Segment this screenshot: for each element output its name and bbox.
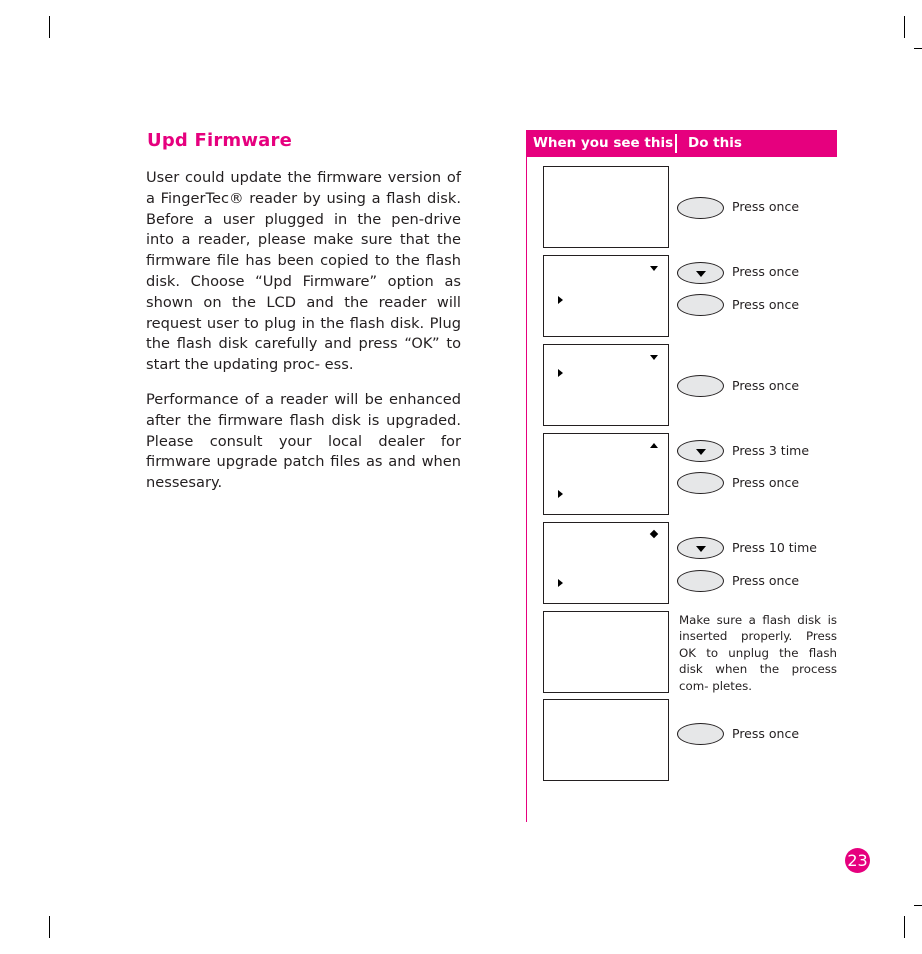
action-label: Press once: [732, 378, 800, 393]
ok-button-icon: [677, 197, 724, 219]
table-left-rule: [526, 157, 527, 822]
body-paragraph-1: User could update the firmware version of a FingerTec® reader by using a flash disk. Before a user plugged in the pen-drive into a reader, please make sure that the firmware file has been copied to the flash disk. Choose “Upd Firmware” option as shown on the LCD and the reader will request user to plug in the flash disk. Plug the flash disk carefully and press “OK” to start the updating proc- ess.: [146, 169, 461, 374]
ok-button-icon: [677, 294, 724, 316]
crop-mark-top-right: [904, 16, 905, 38]
scroll-down-indicator-icon: [650, 266, 658, 271]
crop-mark-bottom-right: [904, 916, 905, 938]
header-separator: [675, 134, 677, 153]
crop-mark-top-right-tick: [914, 48, 922, 49]
action-label: Press once: [732, 199, 800, 214]
lcd-screen-step-5: [543, 522, 669, 604]
scroll-up-down-indicator-icon: [650, 530, 658, 538]
header-col-see: When you see this: [533, 135, 674, 151]
instruction-table-header: [526, 130, 837, 157]
scroll-down-indicator-icon: [650, 355, 658, 360]
action-label: Press 3 time: [732, 443, 810, 458]
cursor-arrow-icon: [558, 490, 563, 498]
ok-button-icon: [677, 375, 724, 397]
scroll-up-indicator-icon: [650, 443, 658, 448]
flash-disk-note: Make sure a flash disk is inserted properly. Press OK to unplug the flash disk when the process com- pletes.: [679, 613, 837, 693]
action-label: Press once: [732, 573, 800, 588]
down-button-icon: [677, 262, 724, 284]
action-label: Press 10 time: [732, 540, 817, 555]
crop-mark-bottom-right-tick: [914, 905, 922, 906]
cursor-arrow-icon: [558, 296, 563, 304]
down-button-icon: [677, 440, 724, 462]
ok-button-icon: [677, 723, 724, 745]
crop-mark-bottom-left: [49, 916, 50, 938]
down-button-icon: [677, 537, 724, 559]
lcd-screen-step-2: [543, 255, 669, 337]
down-arrow-icon: [696, 546, 706, 552]
action-label: Press once: [732, 297, 800, 312]
crop-mark-top-left: [49, 16, 50, 38]
header-col-do: Do this: [688, 135, 742, 151]
cursor-arrow-icon: [558, 369, 563, 377]
down-arrow-icon: [696, 449, 706, 455]
action-label: Press once: [732, 726, 800, 741]
action-label: Press once: [732, 475, 800, 490]
ok-button-icon: [677, 472, 724, 494]
body-paragraph-2: Performance of a reader will be enhanced after the firmware flash disk is upgraded. Please consult your local dealer for firmware upgrade patch files as and when nessesary.: [146, 391, 461, 492]
action-label: Press once: [732, 264, 800, 279]
page-number-badge: 23: [845, 848, 870, 873]
down-arrow-icon: [696, 271, 706, 277]
ok-button-icon: [677, 570, 724, 592]
cursor-arrow-icon: [558, 579, 563, 587]
lcd-screen-step-7: [543, 699, 669, 781]
lcd-screen-step-1: [543, 166, 669, 248]
lcd-screen-step-4: [543, 433, 669, 515]
section-title: Upd Firmware: [147, 130, 293, 151]
lcd-screen-step-3: [543, 344, 669, 426]
lcd-screen-step-6: [543, 611, 669, 693]
